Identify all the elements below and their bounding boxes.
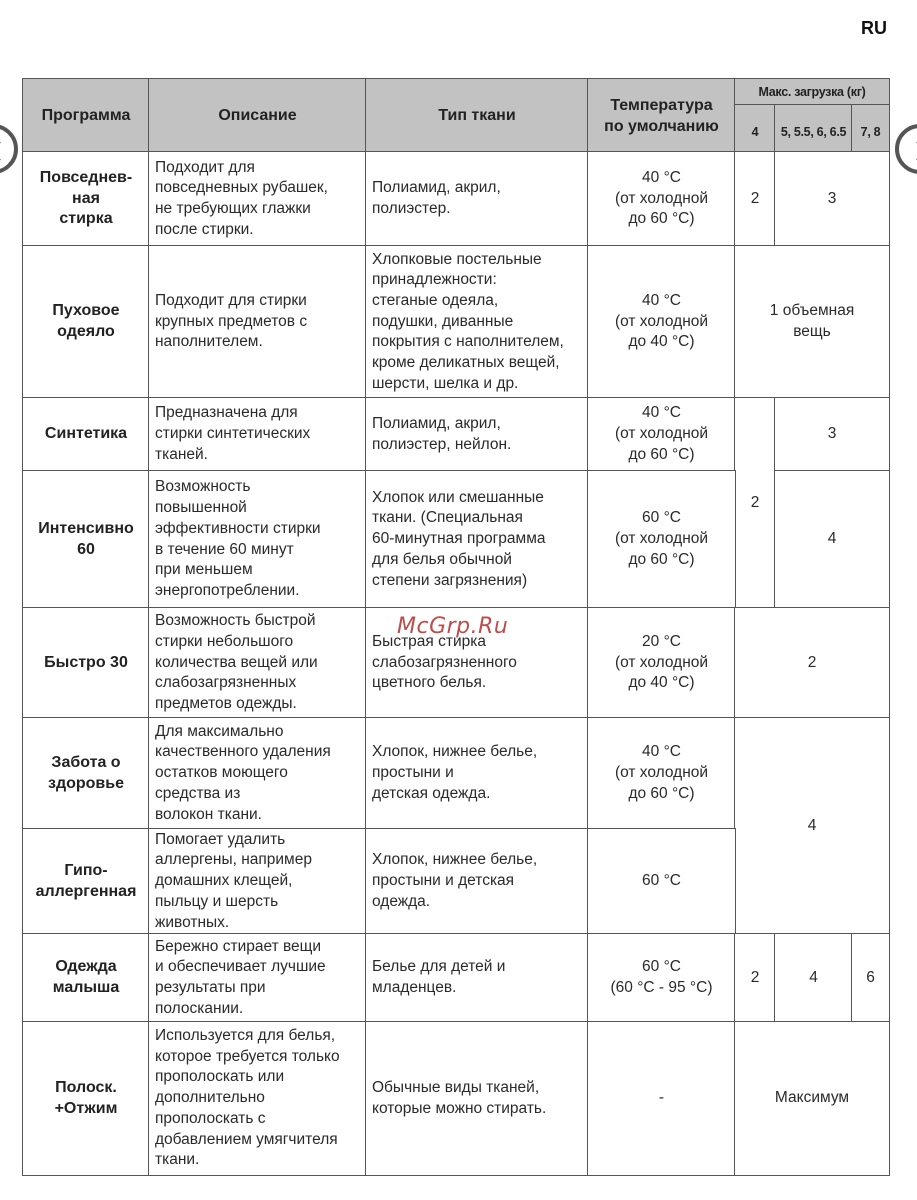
table-row-temperature (587, 828, 736, 935)
table-row-load-all (734, 717, 890, 935)
table-row-load-5-8 (774, 151, 890, 247)
header-load-7-8-text: 7, 8 (860, 125, 881, 139)
header-max-load-text: Макс. загрузка (кг) (758, 84, 866, 99)
program-name: Интенсивно 60 (38, 519, 134, 558)
header-fabric-text: Тип ткани (438, 107, 516, 124)
next-page-button[interactable] (895, 124, 917, 174)
chevron-right-icon (908, 140, 917, 163)
table-row-description (148, 828, 367, 935)
table-row-temperature (587, 151, 736, 247)
program-name: Синтетика (44, 425, 128, 443)
description-text: Для максимально качественного удаления остатков моющего средства из волокон ткани. (155, 722, 331, 823)
watermark: McGrp.Ru (397, 614, 509, 639)
table-row-description (148, 933, 367, 1023)
load-value: 2 (750, 189, 760, 207)
header-temperature (587, 78, 736, 153)
load-value: 4 (809, 968, 818, 986)
program-name: Одежда малыша (52, 958, 120, 996)
temperature-text: 40 °C (от холодной до 60 °C) (614, 404, 709, 463)
table-row-fabric (365, 1021, 589, 1176)
table-row-temperature (587, 1021, 736, 1176)
header-program (22, 78, 150, 153)
table-row-load-all (734, 1021, 890, 1176)
header-temperature-text: Температура по умолчанию (604, 96, 719, 135)
table-row-temperature (587, 607, 736, 719)
description-text: Возможность повышенной эффективности стирки в течение 60 минут при меньшем энергопотреблении. (155, 478, 321, 599)
header-description (148, 78, 367, 153)
temperature-text: 40 °C (от холодной до 40 °C) (614, 291, 709, 351)
table-row-temperature (587, 470, 736, 609)
description-text: Подходит для повседневных рубашек, не требующих глажки после стирки. (155, 158, 328, 238)
table-row-temperature (587, 397, 736, 472)
chevron-left-icon (0, 140, 9, 163)
table-row-load-4 (734, 397, 776, 609)
table-row-program (22, 607, 150, 719)
table-row-description (148, 397, 367, 472)
table-row-load-5-8 (774, 470, 890, 609)
table-row-load-4 (734, 933, 776, 1023)
fabric-text: Хлопок или смешанные ткани. (Специальная 60-минутная программа для белья обычной степени загрязнения) (372, 488, 546, 589)
load-value: 2 (750, 493, 760, 511)
fabric-text: Полиамид, акрил, полиэстер. (372, 179, 501, 217)
load-value: 4 (807, 816, 817, 834)
table-row-program (22, 245, 150, 399)
table-row-description (148, 151, 367, 247)
load-value: 6 (866, 968, 875, 986)
header-max-load (734, 78, 890, 106)
description-text: Возможность быстрой стирки небольшого количества вещей или слабозагрязненных предметов одежды. (155, 612, 318, 713)
header-program-text: Программа (41, 107, 131, 124)
table-row-temperature (587, 717, 736, 830)
table-row-load-all (734, 245, 890, 399)
temperature-text: 60 °C (642, 872, 681, 890)
header-load-5-6-5 (774, 104, 853, 153)
description-text: Помогает удалить аллергены, например домашних клещей, пыльцу и шерсть животных. (155, 830, 312, 931)
temperature-text: 60 °C (от холодной до 60 °C) (614, 509, 709, 568)
fabric-text: Полиамид, акрил, полиэстер, нейлон. (372, 414, 512, 453)
table-row-program (22, 1021, 150, 1176)
header-description-text: Описание (218, 107, 297, 124)
table-row-load-5-8 (774, 397, 890, 472)
previous-page-button[interactable] (0, 124, 18, 174)
program-name: Гипо- аллергенная (35, 861, 137, 900)
table-row-fabric (365, 397, 589, 472)
load-value: 4 (827, 530, 837, 548)
description-text: Подходит для стирки крупных предметов с наполнителем. (155, 291, 308, 351)
table-row-fabric (365, 717, 589, 830)
table-row-fabric (365, 828, 589, 935)
header-load-4-text: 4 (751, 125, 759, 139)
fabric-text: Быстрая стирка слабозагрязненного цветного белья. (372, 632, 517, 692)
header-fabric (365, 78, 589, 153)
program-name: Пуховое одеяло (52, 302, 120, 340)
load-value: 2 (807, 653, 817, 671)
temperature-text: - (658, 1089, 665, 1107)
load-value: 2 (750, 968, 760, 986)
fabric-text: Обычные виды тканей, которые можно стирать. (372, 1078, 547, 1117)
table-row-program (22, 933, 150, 1023)
load-value: 1 объемная вещь (769, 302, 855, 340)
program-name: Полоск. +Отжим (54, 1078, 118, 1117)
header-load-5-6-5-text: 5, 5.5, 6, 6.5 (780, 125, 847, 139)
program-name: Забота о здоровье (48, 753, 124, 792)
temperature-text: 40 °C (от холодной до 60 °C) (614, 168, 709, 228)
load-value: Максимум (774, 1089, 850, 1107)
fabric-text: Хлопковые постельные принадлежности: стеганые одеяла, подушки, диванные покрытия с наполнителем, кроме деликатных вещей, шерсти, шелка и др. (372, 250, 564, 392)
temperature-text: 20 °C (от холодной до 40 °C) (614, 632, 709, 692)
table-row-program (22, 151, 150, 247)
table-row-description (148, 470, 367, 609)
table-row-description (148, 1021, 367, 1176)
temperature-text: 40 °C (от холодной до 60 °C) (614, 743, 709, 802)
table-row-temperature (587, 245, 736, 399)
fabric-text: Хлопок, нижнее белье, простыни и детская одежда. (372, 743, 538, 802)
table-row-program (22, 717, 150, 830)
table-row-load-7-8 (851, 933, 890, 1023)
description-text: Предназначена для стирки синтетических тканей. (155, 404, 311, 463)
load-value: 3 (827, 425, 837, 443)
table-row-program (22, 397, 150, 472)
program-name: Быстро 30 (44, 653, 128, 671)
table-row-fabric (365, 245, 589, 399)
table-row-program (22, 470, 150, 609)
table-row-fabric (365, 470, 589, 609)
program-name: Повседнев- ная стирка (39, 168, 133, 228)
description-text: Используется для белья, которое требуется только прополоскать или дополнительно прополоскать с добавлением умягчителя ткани. (155, 1027, 340, 1169)
header-load-4 (734, 104, 776, 153)
header-load-7-8 (851, 104, 890, 153)
table-row-fabric (365, 151, 589, 247)
table-row-load-5-6-5 (774, 933, 853, 1023)
table-row-fabric (365, 933, 589, 1023)
temperature-text: 60 °C (60 °C - 95 °C) (610, 958, 713, 996)
table-row-program (22, 828, 150, 935)
table-row-description (148, 607, 367, 719)
table-row-load-all (734, 607, 890, 719)
table-row-load-4 (734, 151, 776, 247)
table-row-description (148, 245, 367, 399)
load-value: 3 (827, 189, 837, 207)
fabric-text: Белье для детей и младенцев. (372, 958, 506, 996)
fabric-text: Хлопок, нижнее белье, простыни и детская одежда. (372, 851, 538, 910)
language-label: RU (861, 18, 887, 38)
description-text: Бережно стирает вещи и обеспечивает лучшие результаты при полоскании. (155, 937, 326, 1017)
table-row-temperature (587, 933, 736, 1023)
table-row-description (148, 717, 367, 830)
